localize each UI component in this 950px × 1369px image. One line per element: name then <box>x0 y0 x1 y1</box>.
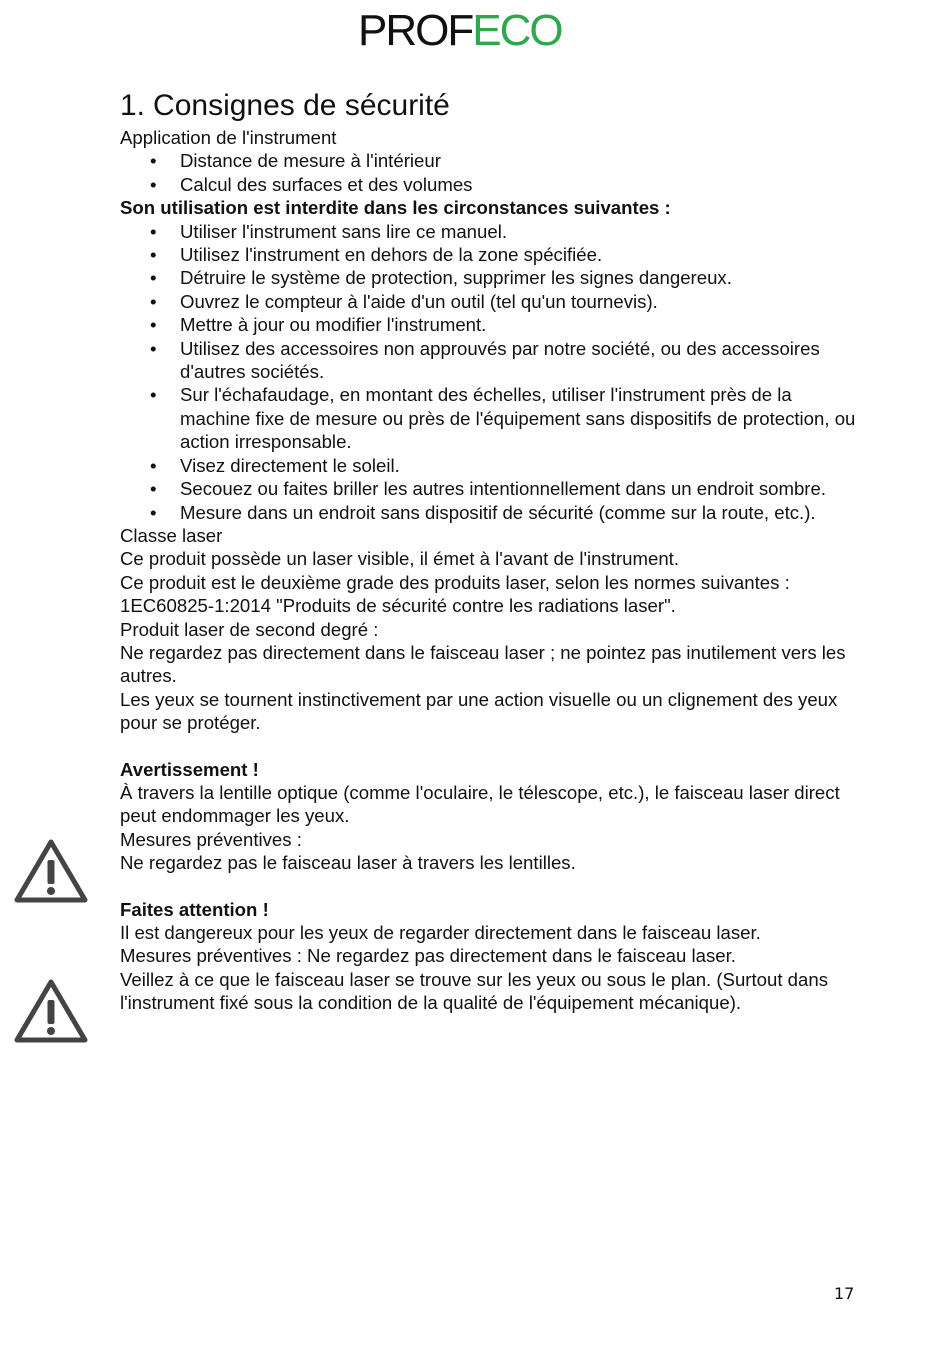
warning-paragraph: Veillez à ce que le faisceau laser se trouve sur les yeux ou sous le plan. (Surtout dans l'instrument fixé sous la condition de la qualité de l'équipement mécanique). <box>120 968 828 1014</box>
laser-paragraph: Ce produit possède un laser visible, il émet à l'avant de l'instrument. <box>120 548 680 570</box>
list-item: • Utiliser l'instrument sans lire ce manuel. <box>120 220 860 243</box>
warning-paragraph: À travers la lentille optique (comme l'oculaire, le télescope, etc.), le faisceau laser direct peut endommager les yeux. <box>120 781 840 827</box>
logo-part-eco: ECO <box>472 6 562 55</box>
warning-paragraph: Mesures préventives : Ne regardez pas directement dans le faisceau laser. <box>120 945 736 967</box>
logo-part-prof: PROF <box>358 6 473 55</box>
warning-block-2 <box>120 898 860 1015</box>
section-title: Consignes de sécurité <box>153 89 450 122</box>
application-list <box>120 149 860 196</box>
warning-paragraph: Ne regardez pas le faisceau laser à travers les lentilles. <box>120 852 576 874</box>
forbidden-heading: Son utilisation est interdite dans les circonstances suivantes : <box>120 197 671 219</box>
list-item: • Visez directement le soleil. <box>120 454 860 477</box>
forbidden-list <box>120 220 860 524</box>
warning-title: Faites attention ! <box>120 898 269 920</box>
warning-paragraph: Mesures préventives : <box>120 828 302 850</box>
list-item: • Sur l'échafaudage, en montant des échelles, utiliser l'instrument près de la machine fixe de mesure ou près de l'équipement sans dispositifs de protection, ou action irresponsable. <box>120 383 860 453</box>
warning-title: Avertissement ! <box>120 758 259 780</box>
laser-paragraph: Les yeux se tournent instinctivement par une action visuelle ou un clignement des yeux pour se protéger. <box>120 688 838 734</box>
list-item: • Détruire le système de protection, supprimer les signes dangereux. <box>120 266 860 289</box>
list-item: • Calcul des surfaces et des volumes <box>120 173 860 196</box>
page-content <box>120 88 860 1015</box>
application-label: Application de l'instrument <box>120 127 337 148</box>
list-item: • Mettre à jour ou modifier l'instrument. <box>120 313 860 336</box>
list-item: • Mesure dans un endroit sans dispositif de sécurité (comme sur la route, etc.). <box>120 501 860 524</box>
warning-paragraph: Il est dangereux pour les yeux de regarder directement dans le faisceau laser. <box>120 922 761 943</box>
laser-class-label: Classe laser <box>120 524 223 546</box>
section-number: 1. <box>120 89 146 122</box>
laser-paragraph: Produit laser de second degré : <box>120 618 379 640</box>
section-heading <box>120 88 860 124</box>
warning-triangle-icon <box>14 838 88 904</box>
laser-paragraph: Ce produit est le deuxième grade des produits laser, selon les normes suivantes : 1EC60825-1:2014 "Produits de sécurité contre les radiations laser". <box>120 571 790 617</box>
list-item: • Ouvrez le compteur à l'aide d'un outil (tel qu'un tournevis). <box>120 290 860 313</box>
list-item: • Utilisez des accessoires non approuvés par notre société, ou des accessoires d'autres sociétés. <box>120 337 860 384</box>
brand-logo <box>358 6 588 56</box>
warning-block-1 <box>120 758 860 875</box>
list-item: • Distance de mesure à l'intérieur <box>120 149 860 172</box>
list-item: • Secouez ou faites briller les autres intentionnellement dans un endroit sombre. <box>120 477 860 500</box>
warning-triangle-icon <box>14 978 88 1044</box>
list-item: • Utilisez l'instrument en dehors de la zone spécifiée. <box>120 243 860 266</box>
page-number: 17 <box>834 1284 855 1303</box>
laser-paragraph: Ne regardez pas directement dans le faisceau laser ; ne pointez pas inutilement vers les autres. <box>120 641 846 687</box>
